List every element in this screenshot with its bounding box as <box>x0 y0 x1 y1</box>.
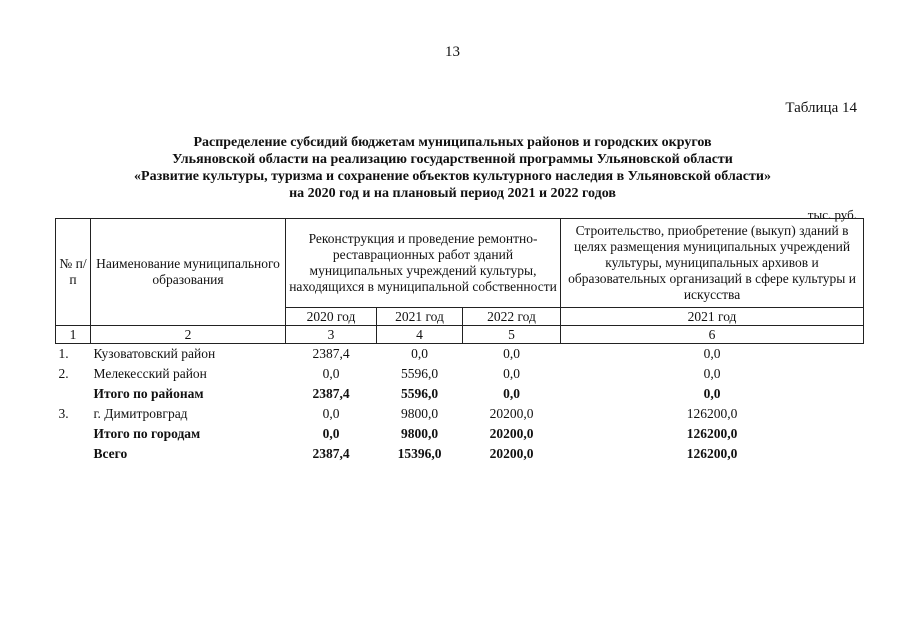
header-construction-year-2021: 2021 год <box>561 308 864 326</box>
row-value-2022: 20200,0 <box>489 426 534 441</box>
row-value-construction-2021: 126200,0 <box>686 446 738 461</box>
table-total-row <box>56 424 864 444</box>
header-year-2022: 2022 год <box>463 308 561 326</box>
column-number-4: 4 <box>377 326 463 344</box>
table-row <box>56 344 864 365</box>
row-value-construction-2021: 126200,0 <box>686 406 738 421</box>
row-municipality-name: Итого по городам <box>93 426 201 441</box>
table-title <box>0 134 905 202</box>
row-value-2021: 5596,0 <box>400 366 439 381</box>
row-value-construction-2021: 0,0 <box>703 346 721 361</box>
row-value-2020: 0,0 <box>322 366 340 381</box>
title-line: на 2020 год и на плановый период 2021 и 2022 годов <box>289 186 616 201</box>
row-municipality-name: Кузоватовский район <box>93 346 216 361</box>
row-value-2020: 2387,4 <box>312 346 350 361</box>
title-line: «Развитие культуры, туризма и сохранение объектов культурного наследия в Ульяновской области» <box>134 169 771 184</box>
row-number <box>56 444 91 464</box>
table-row <box>56 404 864 424</box>
title-line: Ульяновской области на реализацию государственной программы Ульяновской области <box>172 152 733 167</box>
row-value-2022: 0,0 <box>503 366 520 381</box>
row-value-construction-2021: 0,0 <box>703 366 721 381</box>
row-number: 2. <box>58 366 69 381</box>
column-number-5: 5 <box>463 326 561 344</box>
header-year-2020: 2020 год <box>286 308 377 326</box>
row-value-2021: 5596,0 <box>400 386 439 401</box>
subsidy-table <box>55 218 864 464</box>
header-number: № п/п <box>56 219 91 326</box>
table-body <box>56 344 864 465</box>
table-label: Таблица 14 <box>785 100 857 116</box>
column-number-3: 3 <box>286 326 377 344</box>
row-value-2022: 0,0 <box>503 386 520 401</box>
column-number-2: 2 <box>91 326 286 344</box>
table-total-row <box>56 444 864 464</box>
row-value-construction-2021: 0,0 <box>703 386 721 401</box>
row-value-2020: 2387,4 <box>312 386 350 401</box>
row-value-2020: 2387,4 <box>312 446 350 461</box>
column-number-1: 1 <box>56 326 91 344</box>
row-number <box>56 424 91 444</box>
row-value-2022: 0,0 <box>503 346 520 361</box>
row-value-2020: 0,0 <box>322 426 340 441</box>
row-number: 3. <box>58 406 69 421</box>
row-municipality-name: Итого по районам <box>93 386 204 401</box>
row-value-2021: 15396,0 <box>397 446 442 461</box>
row-value-construction-2021: 126200,0 <box>686 426 738 441</box>
row-value-2020: 0,0 <box>322 406 340 421</box>
table-row <box>56 364 864 384</box>
header-construction-group: Строительство, приобретение (выкуп) зданий в целях размещения муниципальных учреждений культуры, муниципальных архивов и образовательных организаций в сфере культуры и искусства <box>561 219 864 308</box>
row-municipality-name: Всего <box>93 446 128 461</box>
header-year-2021: 2021 год <box>377 308 463 326</box>
row-value-2021: 9800,0 <box>400 406 439 421</box>
page-number: 13 <box>445 44 460 60</box>
unit-label: тыс. руб. <box>807 207 857 222</box>
header-reconstruction-group: Реконструкция и проведение ремонтно-реставрационных работ зданий муниципальных учреждений культуры, находящихся в муниципальной собственности <box>286 219 561 308</box>
row-value-2021: 0,0 <box>411 346 428 361</box>
column-number-6: 6 <box>561 326 864 344</box>
row-number: 1. <box>58 346 69 361</box>
table-total-row <box>56 384 864 404</box>
row-municipality-name: г. Димитровград <box>93 406 188 421</box>
header-municipality: Наименование муниципального образования <box>91 219 286 326</box>
row-value-2022: 20200,0 <box>489 446 534 461</box>
row-municipality-name: Мелекесский район <box>93 366 207 381</box>
title-line: Распределение субсидий бюджетам муниципальных районов и городских округов <box>193 135 712 150</box>
row-number <box>56 384 91 404</box>
row-value-2022: 20200,0 <box>489 406 534 421</box>
row-value-2021: 9800,0 <box>400 426 439 441</box>
